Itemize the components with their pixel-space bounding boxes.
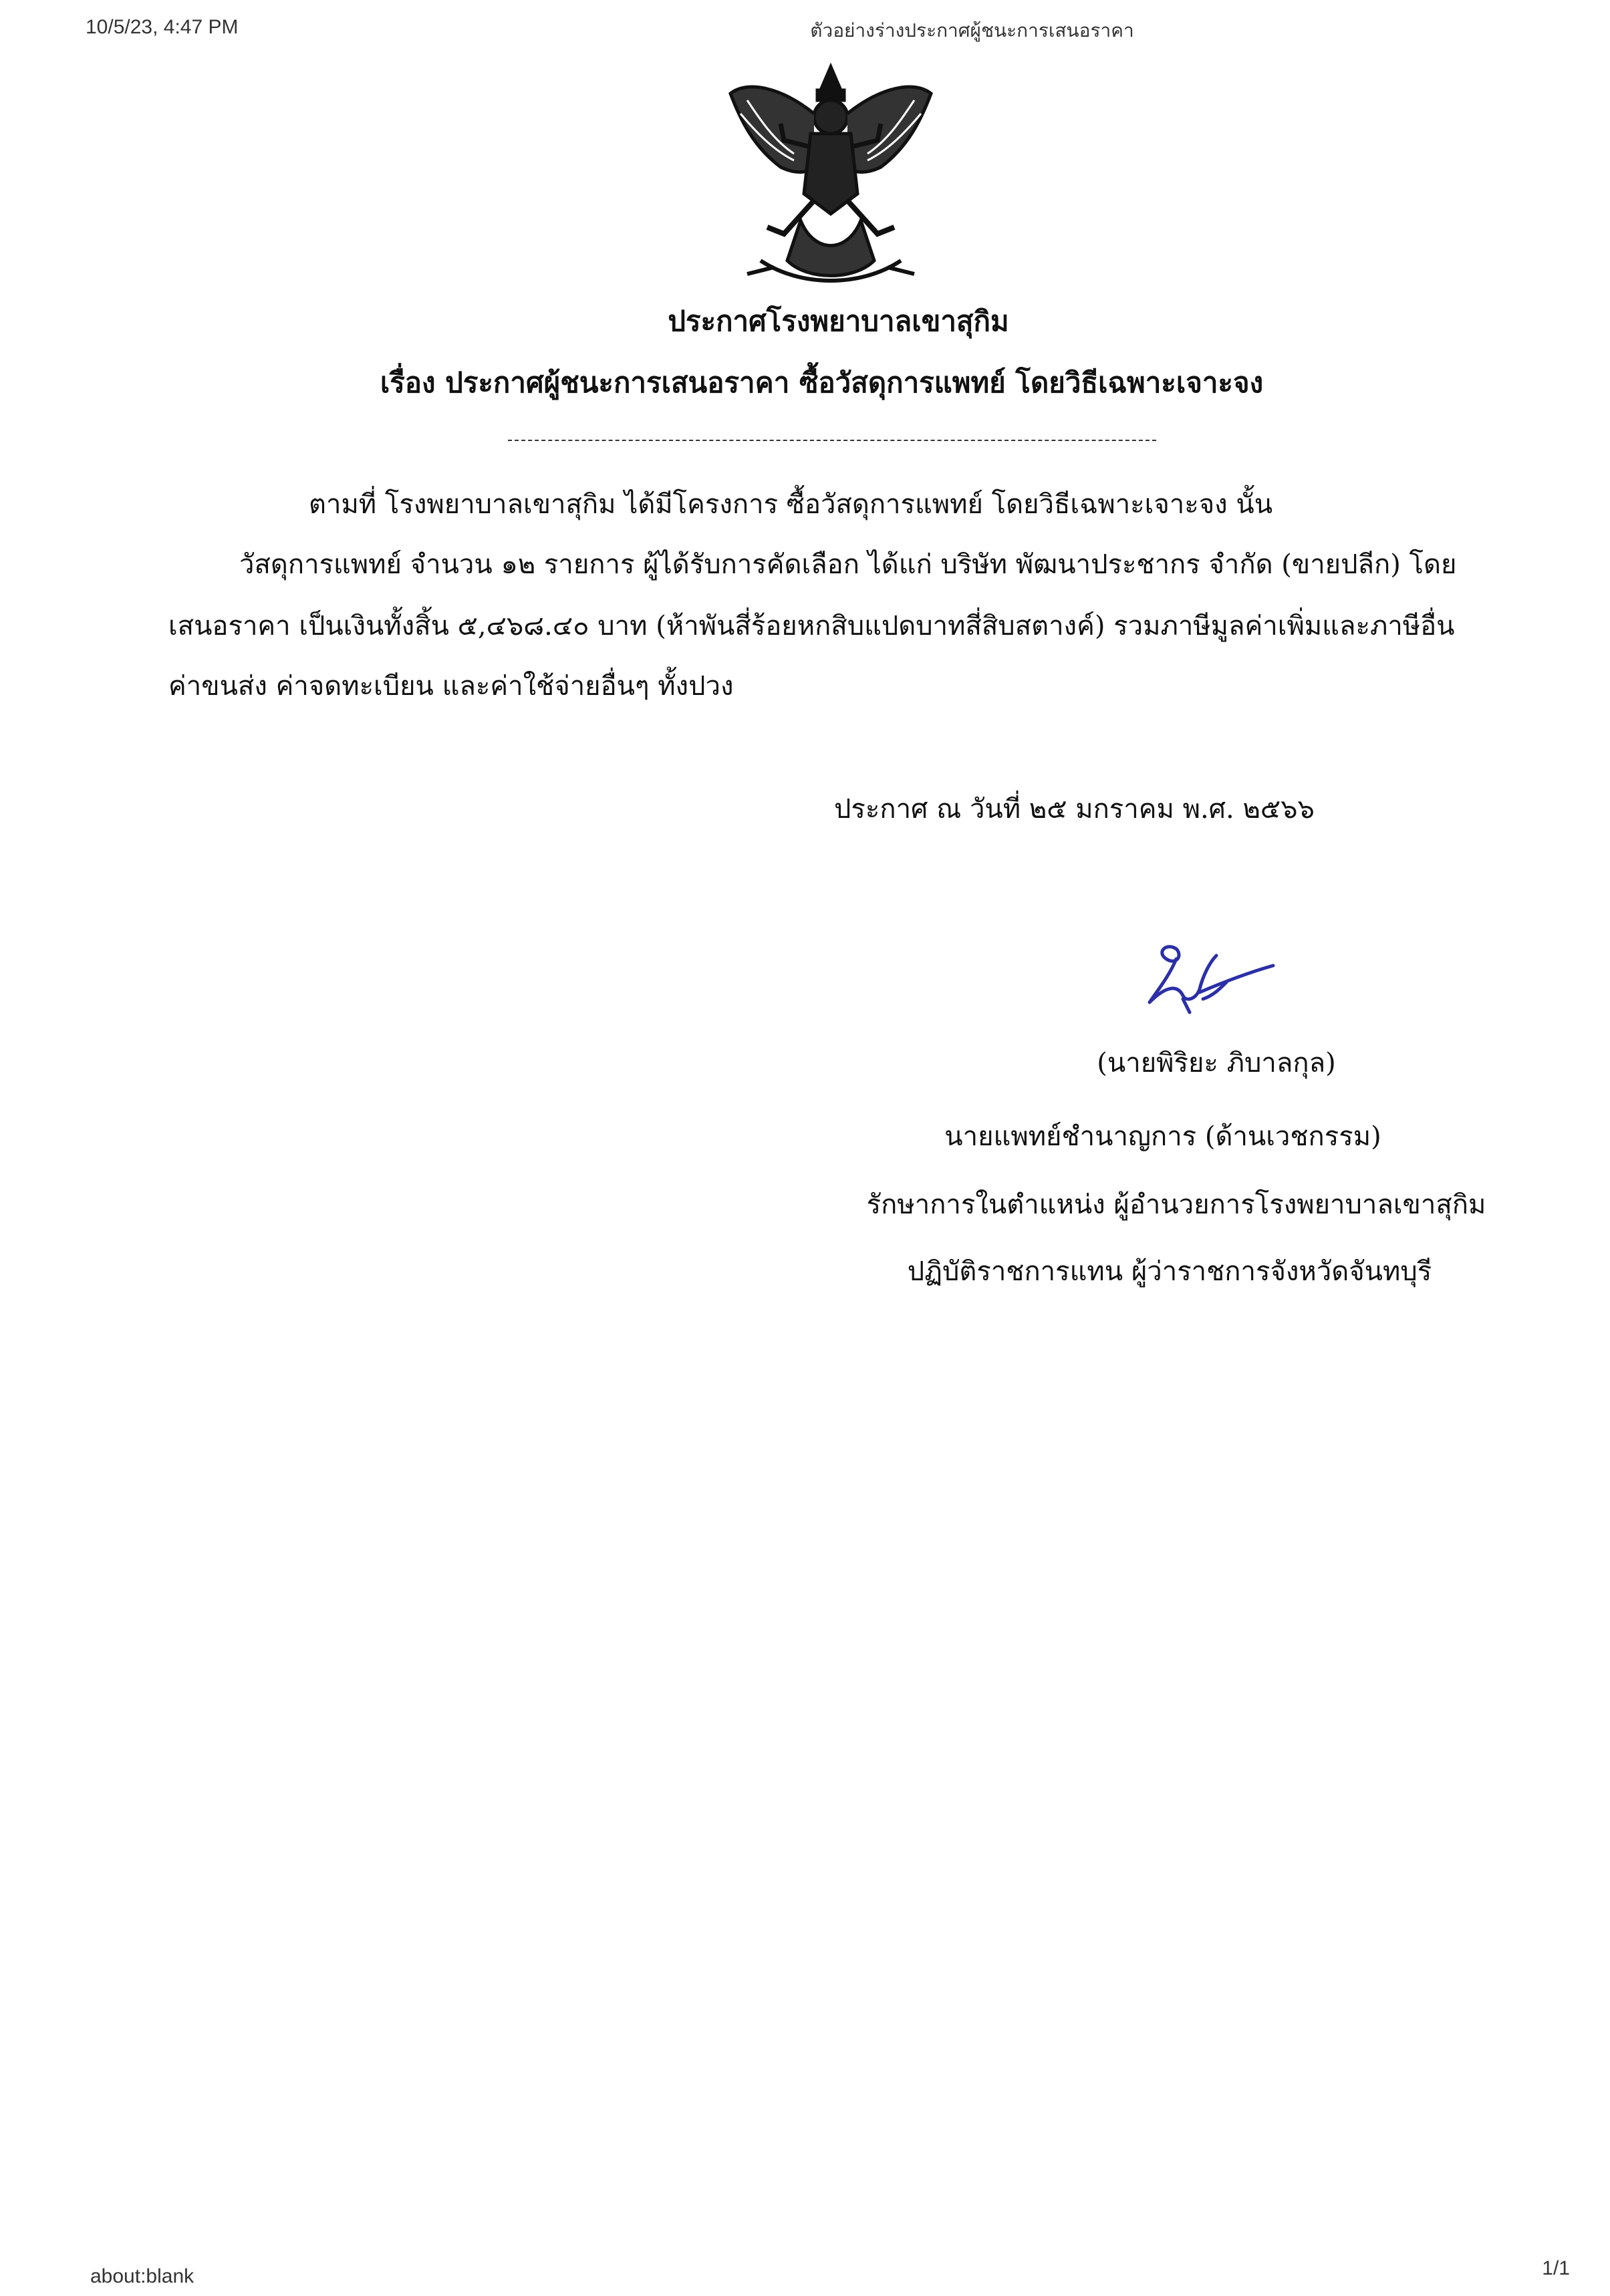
- print-timestamp: 10/5/23, 4:47 PM: [86, 16, 239, 38]
- divider: [508, 440, 1156, 441]
- print-page-number: 1/1: [1542, 2257, 1570, 2279]
- garuda-emblem-icon: [720, 60, 941, 294]
- print-document-title: ตัวอย่างร่างประกาศผู้ชนะการเสนอราคา: [810, 19, 1134, 41]
- announcement-date: ประกาศ ณ วันที่ ๒๕ มกราคม พ.ศ. ๒๕๖๖: [834, 794, 1315, 825]
- body-line-3: เสนอราคา เป็นเงินทั้งสิ้น ๕,๔๖๘.๔๐ บาท (ห้าพันสี่ร้อยหกสิบแปดบาทสี่สิบสตางค์) รวมภาษีมูลค่าเพิ่มและภาษีอื่น: [168, 611, 1455, 641]
- body-line-1: ตามที่ โรงพยาบาลเขาสุกิม ได้มีโครงการ ซื้อวัสดุการแพทย์ โดยวิธีเฉพาะเจาะจง นั้น: [309, 489, 1273, 520]
- announcement-title: ประกาศโรงพยาบาลเขาสุกิม: [668, 305, 1009, 337]
- handwritten-signature-icon: [1136, 936, 1277, 1022]
- body-line-2: วัสดุการแพทย์ จำนวน ๑๒ รายการ ผู้ได้รับการคัดเลือก ได้แก่ บริษัท พัฒนาประชากร จำกัด (ขายปลีก) โดย: [239, 549, 1457, 580]
- signatory-position: นายแพทย์ชำนาญการ (ด้านเวชกรรม): [944, 1121, 1381, 1152]
- print-url: about:blank: [90, 2265, 194, 2287]
- signatory-name: (นายพิริยะ ภิบาลกุล): [1097, 1048, 1336, 1079]
- signatory-on-behalf: ปฏิบัติราชการแทน ผู้ว่าราชการจังหวัดจันทบุรี: [907, 1256, 1432, 1287]
- signatory-acting-role: รักษาการในตำแหน่ง ผู้อำนวยการโรงพยาบาลเขาสุกิม: [866, 1189, 1486, 1220]
- announcement-subject: เรื่อง ประกาศผู้ชนะการเสนอราคา ซื้อวัสดุการแพทย์ โดยวิธีเฉพาะเจาะจง: [380, 366, 1264, 399]
- body-line-4: ค่าขนส่ง ค่าจดทะเบียน และค่าใช้จ่ายอื่นๆ ทั้งปวง: [168, 671, 734, 702]
